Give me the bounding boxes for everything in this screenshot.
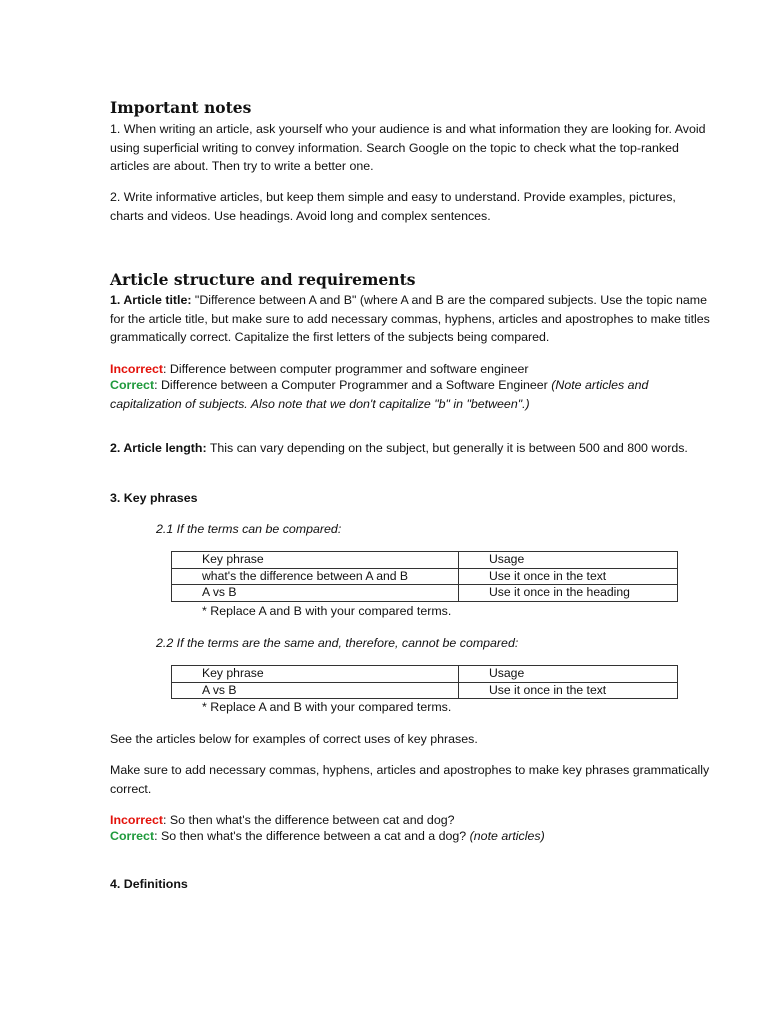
table-cell: A vs B bbox=[172, 585, 459, 602]
article-title-rule bbox=[110, 291, 710, 347]
heading-important-notes: Important notes bbox=[110, 98, 252, 117]
notes-paragraph-2: 2. Write informative articles, but keep them simple and easy to understand. Provide examples, pictures, charts and videos. Use headings. Avoid long and complex sentences. bbox=[110, 190, 676, 223]
correct-label: Correct bbox=[110, 378, 155, 392]
example-2-correct bbox=[110, 827, 710, 846]
correct-text: : Difference between a Computer Programmer and a Software Engineer bbox=[154, 378, 552, 392]
key-phrase-table-1 bbox=[171, 551, 678, 602]
definitions-label: 4. Definitions bbox=[110, 877, 188, 891]
table-header-key-phrase: Key phrase bbox=[172, 552, 459, 569]
table-header-row bbox=[172, 666, 678, 683]
article-length-text: This can vary depending on the subject, but generally it is between 500 and 800 words. bbox=[206, 441, 688, 455]
incorrect-text: : So then what's the difference between cat and dog? bbox=[163, 813, 455, 827]
see-articles-text: See the articles below for examples of correct uses of key phrases. bbox=[110, 732, 478, 746]
incorrect-text: : Difference between computer programmer and software engineer bbox=[163, 362, 529, 376]
table-1-note: * Replace A and B with your compared terms. bbox=[202, 604, 452, 618]
table-row bbox=[172, 568, 678, 585]
table-header-row bbox=[172, 552, 678, 569]
table-row bbox=[172, 682, 678, 699]
table-cell: Use it once in the text bbox=[459, 568, 678, 585]
make-sure-text: Make sure to add necessary commas, hyphens, articles and apostrophes to make key phrases grammatically correct. bbox=[110, 763, 710, 796]
example-1-correct bbox=[110, 376, 710, 413]
table-header-usage: Usage bbox=[459, 552, 678, 569]
table-header-key-phrase: Key phrase bbox=[172, 666, 459, 683]
article-length-rule bbox=[110, 439, 710, 458]
incorrect-label: Incorrect bbox=[110, 362, 164, 376]
table-2-note: * Replace A and B with your compared terms. bbox=[202, 700, 452, 714]
subsection-2-2: 2.2 If the terms are the same and, therefore, cannot be compared: bbox=[156, 636, 519, 650]
table-cell: Use it once in the heading bbox=[459, 585, 678, 602]
table-cell: what's the difference between A and B bbox=[172, 568, 459, 585]
article-length-label: 2. Article length: bbox=[110, 441, 207, 455]
correct-text: : So then what's the difference between a cat and a dog? bbox=[154, 829, 470, 843]
table-row bbox=[172, 585, 678, 602]
correct-note: (Note articles and capitalization of subjects. Also note that we don't capitalize "b" in "between".) bbox=[110, 378, 649, 411]
subsection-2-1: 2.1 If the terms can be compared: bbox=[156, 522, 342, 536]
heading-article-structure: Article structure and requirements bbox=[110, 270, 416, 289]
article-title-label: 1. Article title: bbox=[110, 293, 192, 307]
table-header-usage: Usage bbox=[459, 666, 678, 683]
article-title-text: "Difference between A and B" (where A and B are the compared subjects. Use the topic name for the article title, but make sure to add necessary commas, hyphens, articles and apostrophes to make titles grammatically correct. Capitalize the first letters of the subjects being compared. bbox=[110, 293, 710, 344]
incorrect-label: Incorrect bbox=[110, 813, 164, 827]
table-cell: A vs B bbox=[172, 682, 459, 699]
table-cell: Use it once in the text bbox=[459, 682, 678, 699]
notes-paragraph-1: 1. When writing an article, ask yourself who your audience is and what information they are looking for. Avoid using superficial writing to convey information. Search Google on the topic to check what the top-ranked articles are about. Then try to write a better one. bbox=[110, 122, 706, 173]
key-phrase-table-2 bbox=[171, 665, 678, 699]
correct-label: Correct bbox=[110, 829, 155, 843]
correct-note: (note articles) bbox=[469, 829, 545, 843]
key-phrases-label: 3. Key phrases bbox=[110, 491, 198, 505]
